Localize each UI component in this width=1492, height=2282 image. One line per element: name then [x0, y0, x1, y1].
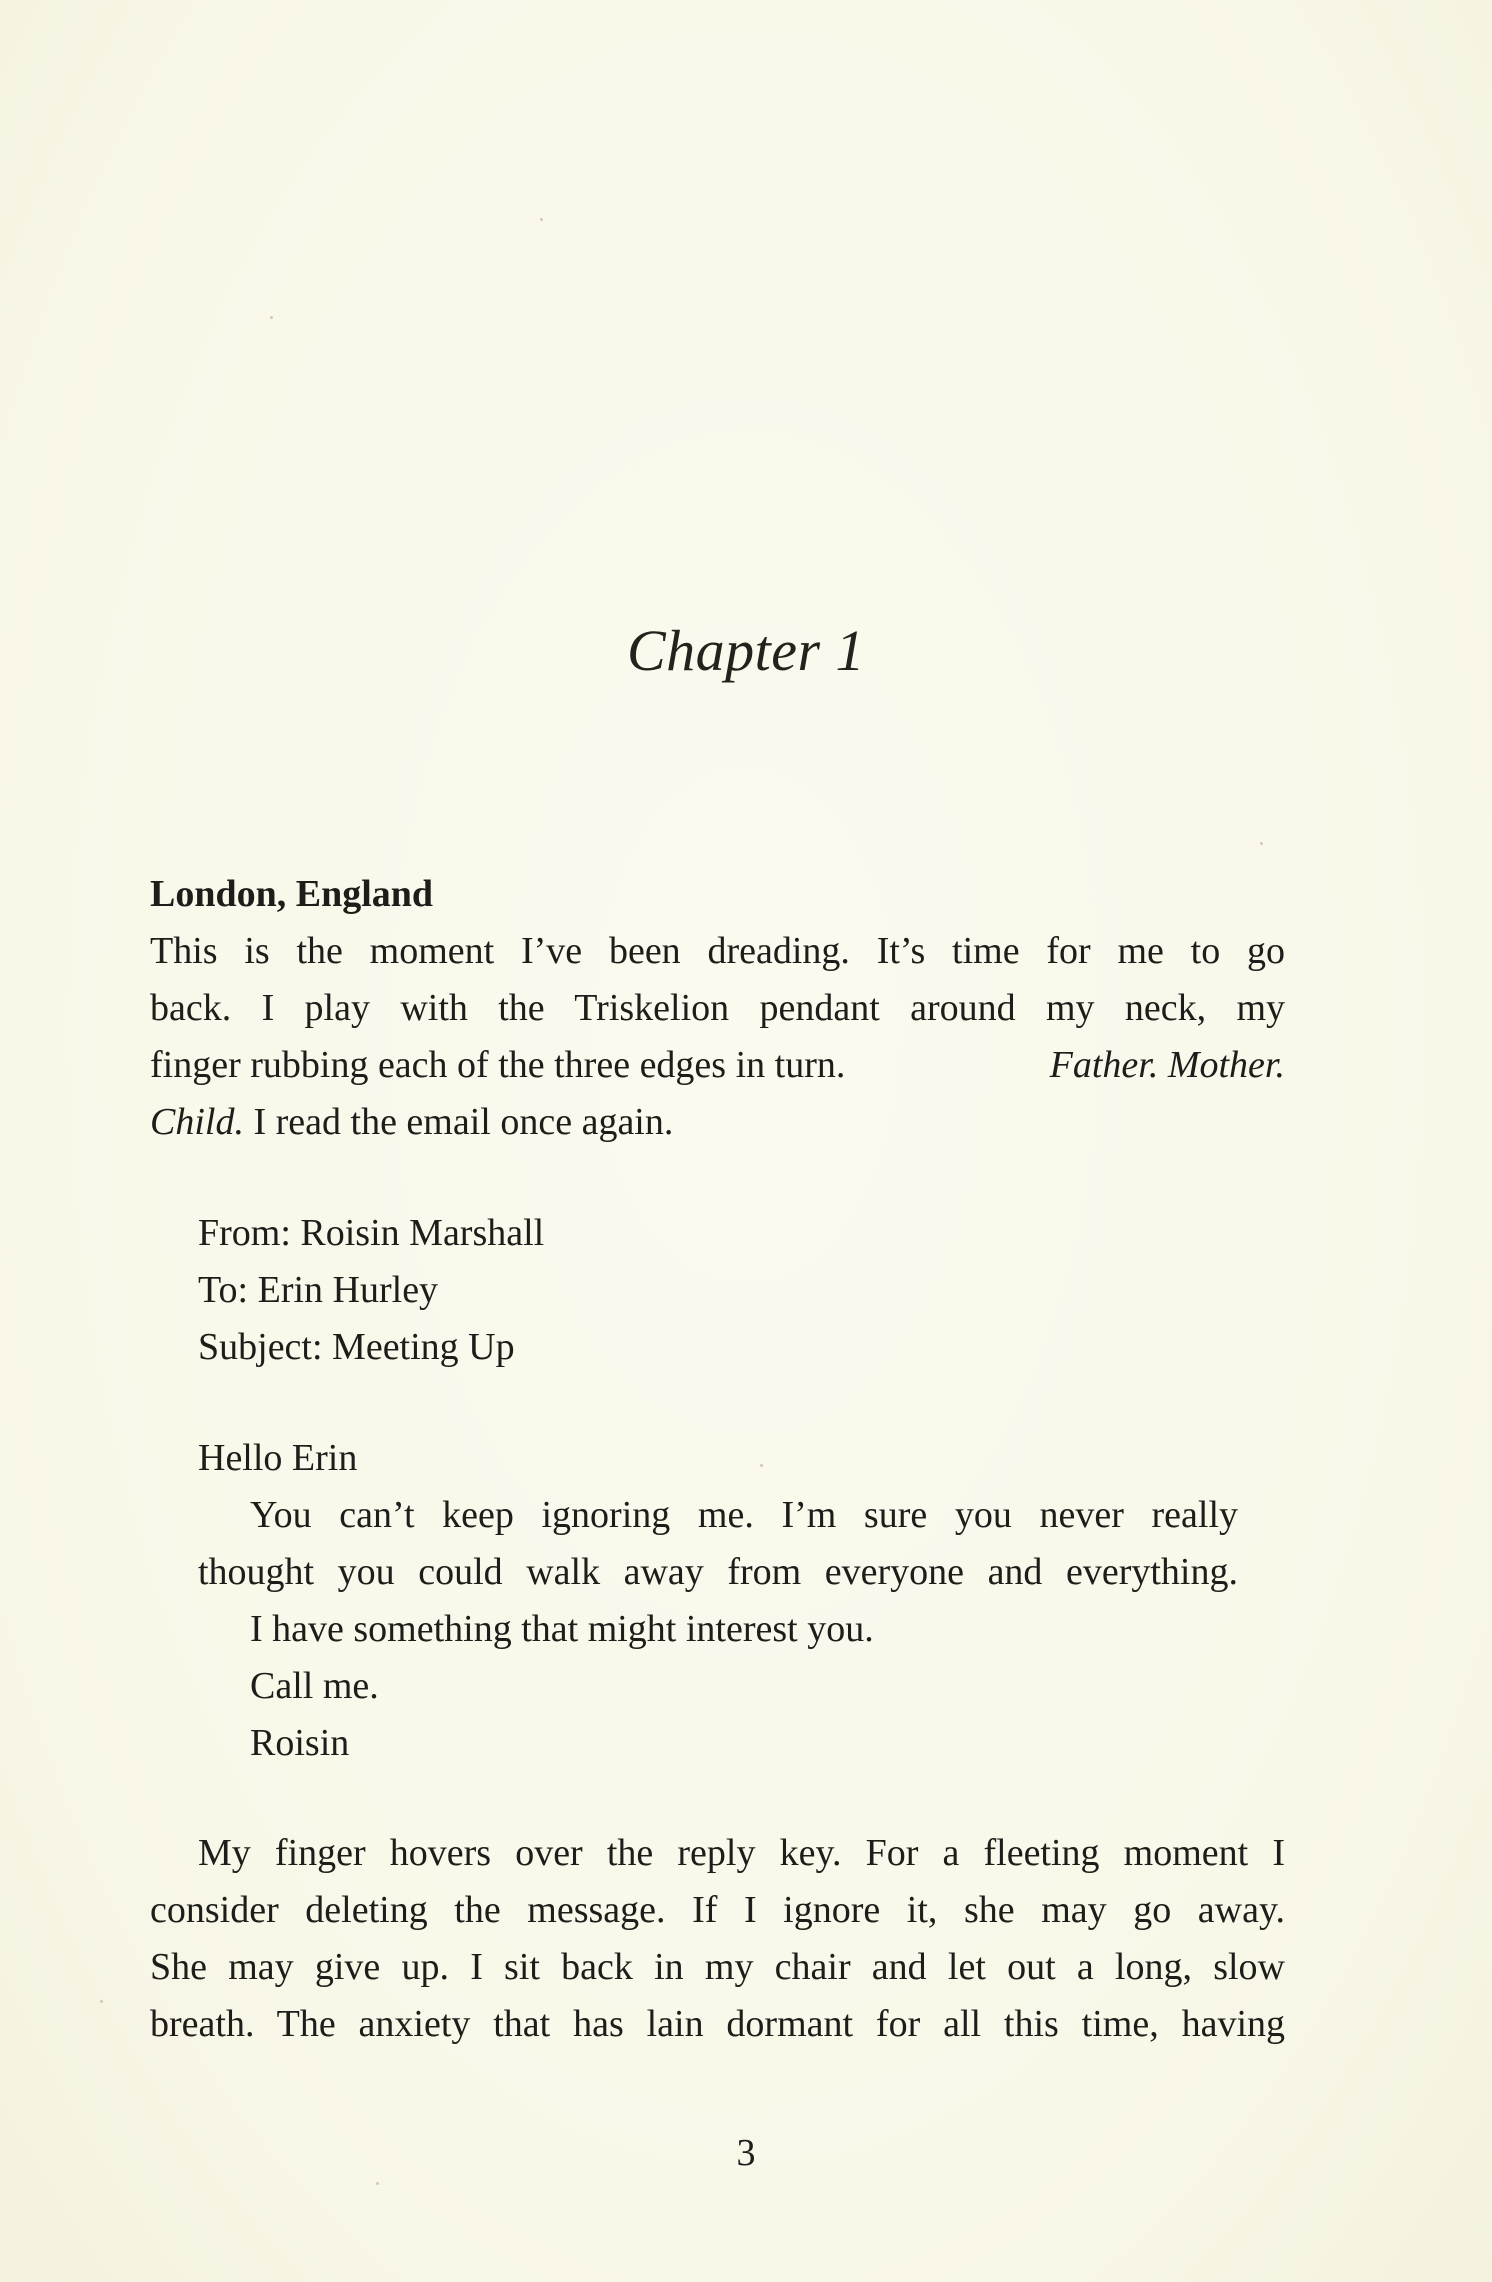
paragraph-line	[150, 1037, 1285, 1094]
opening-paragraph	[150, 923, 1285, 1151]
paragraph-line: back. I play with the Triskelion pendant around my neck, my	[150, 987, 1285, 1029]
paper-speck	[376, 2182, 379, 2185]
paragraph-line: consider deleting the message. If I ignore it, she may go away.	[150, 1889, 1285, 1931]
paragraph-line: This is the moment I’ve been dreading. It’s time for me to go	[150, 930, 1285, 972]
paragraph-line: breath. The anxiety that has lain dormant for all this time, having	[150, 2003, 1285, 2045]
location-heading: London, England	[150, 873, 434, 915]
italic-word: Child.	[150, 1101, 244, 1143]
italic-words: Father. Mother.	[1049, 1044, 1285, 1086]
paragraph-line-text: I read the email once again.	[243, 1101, 674, 1143]
page-number: 3	[736, 2132, 756, 2174]
email-greeting: Hello Erin	[198, 1437, 358, 1479]
paragraph-line: My finger hovers over the reply key. For a fleeting moment I	[198, 1832, 1285, 1874]
email-line: You can’t keep ignoring me. I’m sure you never really	[250, 1494, 1238, 1536]
paragraph-line-text: finger rubbing each of the three edges in turn.	[150, 1044, 846, 1086]
closing-paragraph	[150, 1825, 1285, 2053]
email-from: From: Roisin Marshall	[198, 1212, 545, 1254]
email-line: I have something that might interest you.	[250, 1608, 874, 1650]
paragraph-line: She may give up. I sit back in my chair and let out a long, slow	[150, 1946, 1285, 1988]
paper-speck	[270, 316, 273, 319]
paper-speck	[540, 218, 543, 221]
chapter-title: Chapter 1	[626, 618, 866, 683]
email-to: To: Erin Hurley	[198, 1269, 439, 1311]
email-body	[198, 1430, 1238, 1772]
email-subject: Subject: Meeting Up	[198, 1326, 515, 1368]
paper-speck	[100, 2000, 103, 2003]
email-line: Call me.	[250, 1665, 379, 1707]
paragraph-line	[150, 1094, 1285, 1151]
email-signature: Roisin	[250, 1722, 350, 1764]
email-line: thought you could walk away from everyone and everything.	[198, 1551, 1238, 1593]
paper-speck	[1260, 842, 1263, 845]
email-header	[198, 1205, 544, 1376]
